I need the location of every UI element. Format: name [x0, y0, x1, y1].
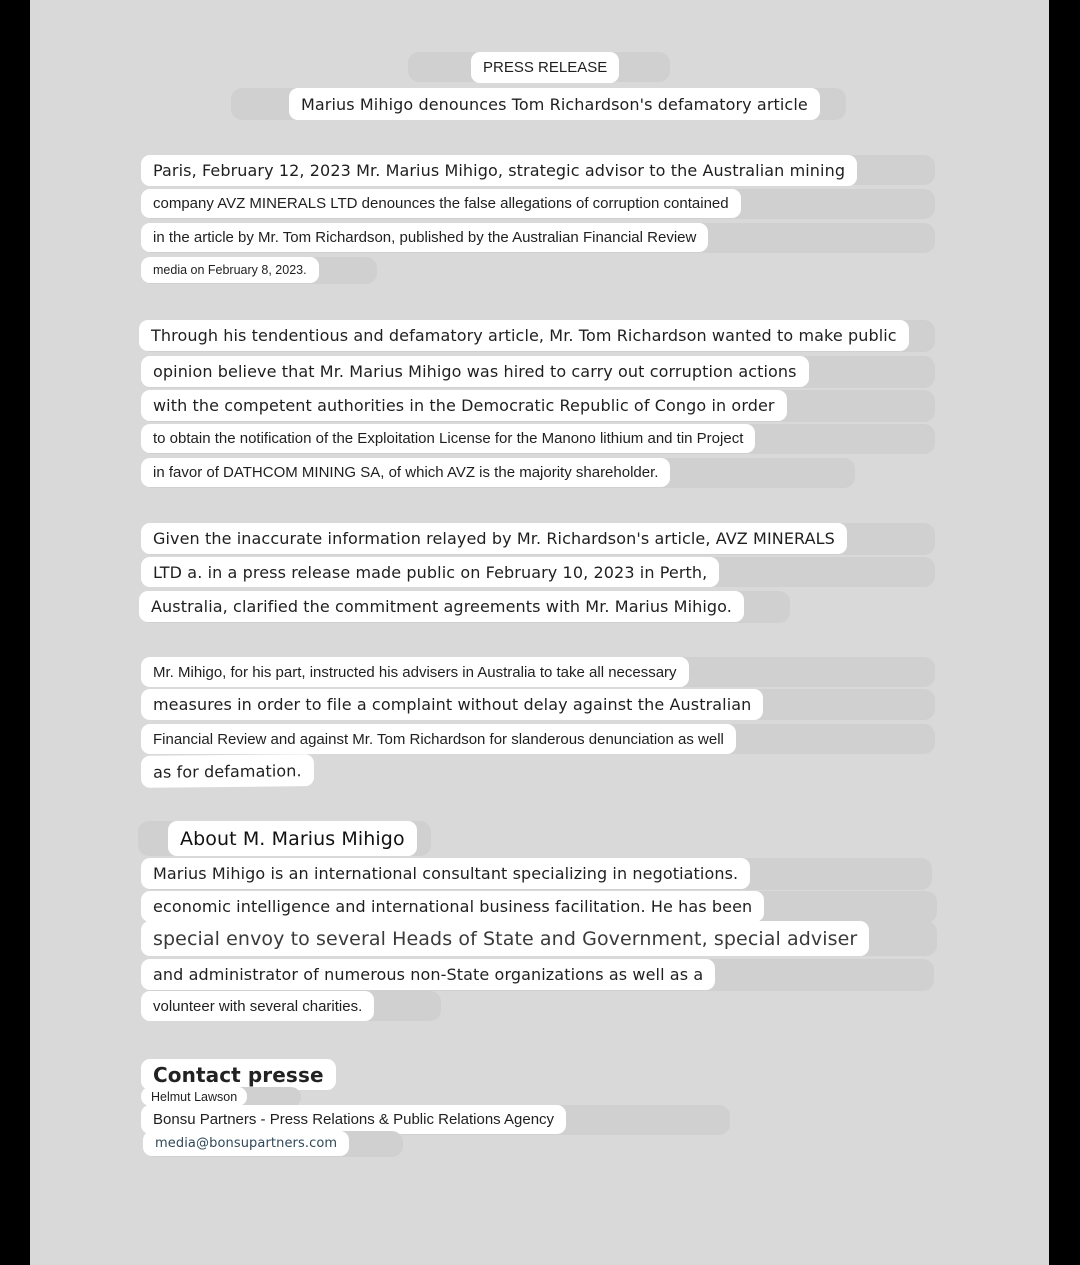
contact-name: Helmut Lawson	[141, 1087, 247, 1106]
about-line: economic intelligence and international business facilitation. He has been	[141, 891, 764, 922]
paragraph-line: to obtain the notification of the Exploitation License for the Manono lithium and tin Project	[141, 424, 755, 453]
paragraph-line: as for defamation.	[141, 754, 314, 788]
paragraph-line: Financial Review and against Mr. Tom Richardson for slanderous denunciation as well	[141, 724, 736, 754]
paragraph-line: Mr. Mihigo, for his part, instructed his advisers in Australia to take all necessary	[141, 657, 689, 687]
paragraph-line: Given the inaccurate information relayed by Mr. Richardson's article, AVZ MINERALS	[141, 523, 847, 554]
press-release-label: PRESS RELEASE	[471, 52, 619, 83]
paragraph-line: Australia, clarified the commitment agreements with Mr. Marius Mihigo.	[139, 591, 744, 622]
about-heading: About M. Marius Mihigo	[168, 821, 417, 856]
about-line: and administrator of numerous non-State organizations as well as a	[141, 959, 715, 990]
paragraph-line: Through his tendentious and defamatory article, Mr. Tom Richardson wanted to make public	[139, 320, 909, 351]
contact-agency: Bonsu Partners - Press Relations & Public Relations Agency	[141, 1105, 566, 1134]
paragraph-line: in the article by Mr. Tom Richardson, published by the Australian Financial Review	[141, 223, 708, 252]
paragraph-line: media on February 8, 2023.	[141, 257, 319, 283]
paragraph-line: company AVZ MINERALS LTD denounces the false allegations of corruption contained	[141, 189, 741, 218]
about-line: special envoy to several Heads of State and Government, special adviser	[141, 921, 869, 956]
contact-heading: Contact presse	[141, 1059, 336, 1090]
about-line: volunteer with several charities.	[141, 991, 374, 1021]
paragraph-line: Paris, February 12, 2023 Mr. Marius Mihigo, strategic advisor to the Australian mining	[141, 155, 857, 186]
paragraph-line: measures in order to file a complaint without delay against the Australian	[141, 689, 763, 720]
paragraph-line: in favor of DATHCOM MINING SA, of which AVZ is the majority shareholder.	[141, 458, 670, 487]
paragraph-line: with the competent authorities in the Democratic Republic of Congo in order	[141, 390, 787, 421]
page-title: Marius Mihigo denounces Tom Richardson's defamatory article	[289, 88, 820, 120]
document-page	[30, 0, 1049, 1265]
paragraph-line: LTD a. in a press release made public on February 10, 2023 in Perth,	[141, 557, 719, 587]
about-line: Marius Mihigo is an international consultant specializing in negotiations.	[141, 858, 750, 889]
paragraph-line: opinion believe that Mr. Marius Mihigo was hired to carry out corruption actions	[141, 356, 809, 387]
contact-email[interactable]: media@bonsupartners.com	[143, 1131, 349, 1156]
